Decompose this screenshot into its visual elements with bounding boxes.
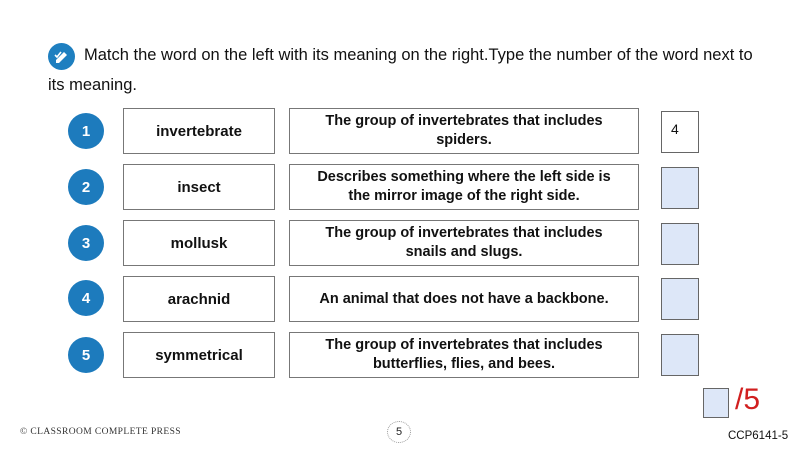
meaning-box bbox=[289, 276, 639, 322]
instructions-line-2: its meaning. bbox=[48, 76, 137, 94]
meaning-line: The group of invertebrates that includes bbox=[325, 113, 603, 129]
answer-input[interactable] bbox=[661, 223, 699, 265]
instructions-line-1: Match the word on the left with its meaning on the right.Type the number of the word next to bbox=[84, 46, 753, 64]
word-box: insect bbox=[123, 164, 275, 210]
meaning-line: The group of invertebrates that includes bbox=[325, 225, 603, 241]
word-number-badge: 1 bbox=[68, 113, 104, 149]
meaning-box bbox=[289, 164, 639, 210]
meaning-box bbox=[289, 220, 639, 266]
meaning-line: spiders. bbox=[436, 132, 492, 148]
meaning-line: Describes something where the left side is bbox=[317, 169, 611, 185]
word-number-badge: 5 bbox=[68, 337, 104, 373]
product-code: CCP6141-5 bbox=[728, 430, 789, 442]
word-number-badge: 2 bbox=[68, 169, 104, 205]
meaning-box bbox=[289, 108, 639, 154]
answer-input[interactable] bbox=[661, 278, 699, 320]
pencil-check-icon bbox=[48, 43, 75, 70]
meaning-line: An animal that does not have a backbone. bbox=[319, 290, 609, 307]
meaning-line: butterflies, flies, and bees. bbox=[372, 356, 556, 372]
meaning-line: the mirror image of the right side. bbox=[348, 188, 580, 204]
meaning-line: snails and slugs. bbox=[405, 244, 523, 260]
word-box: invertebrate bbox=[123, 108, 275, 154]
meaning-line: The group of invertebrates that includes bbox=[325, 337, 603, 353]
score-total: /5 bbox=[735, 383, 761, 416]
score-input[interactable] bbox=[703, 388, 729, 418]
page-number: 5 bbox=[387, 421, 411, 443]
word-box: symmetrical bbox=[123, 332, 275, 378]
answer-input[interactable]: 4 bbox=[661, 111, 699, 153]
answer-input[interactable] bbox=[661, 167, 699, 209]
word-box: mollusk bbox=[123, 220, 275, 266]
meaning-box bbox=[289, 332, 639, 378]
answer-input[interactable] bbox=[661, 334, 699, 376]
word-box: arachnid bbox=[123, 276, 275, 322]
publisher-logo: © CLASSROOM COMPLETE PRESS bbox=[20, 427, 181, 437]
word-number-badge: 3 bbox=[68, 225, 104, 261]
word-number-badge: 4 bbox=[68, 280, 104, 316]
